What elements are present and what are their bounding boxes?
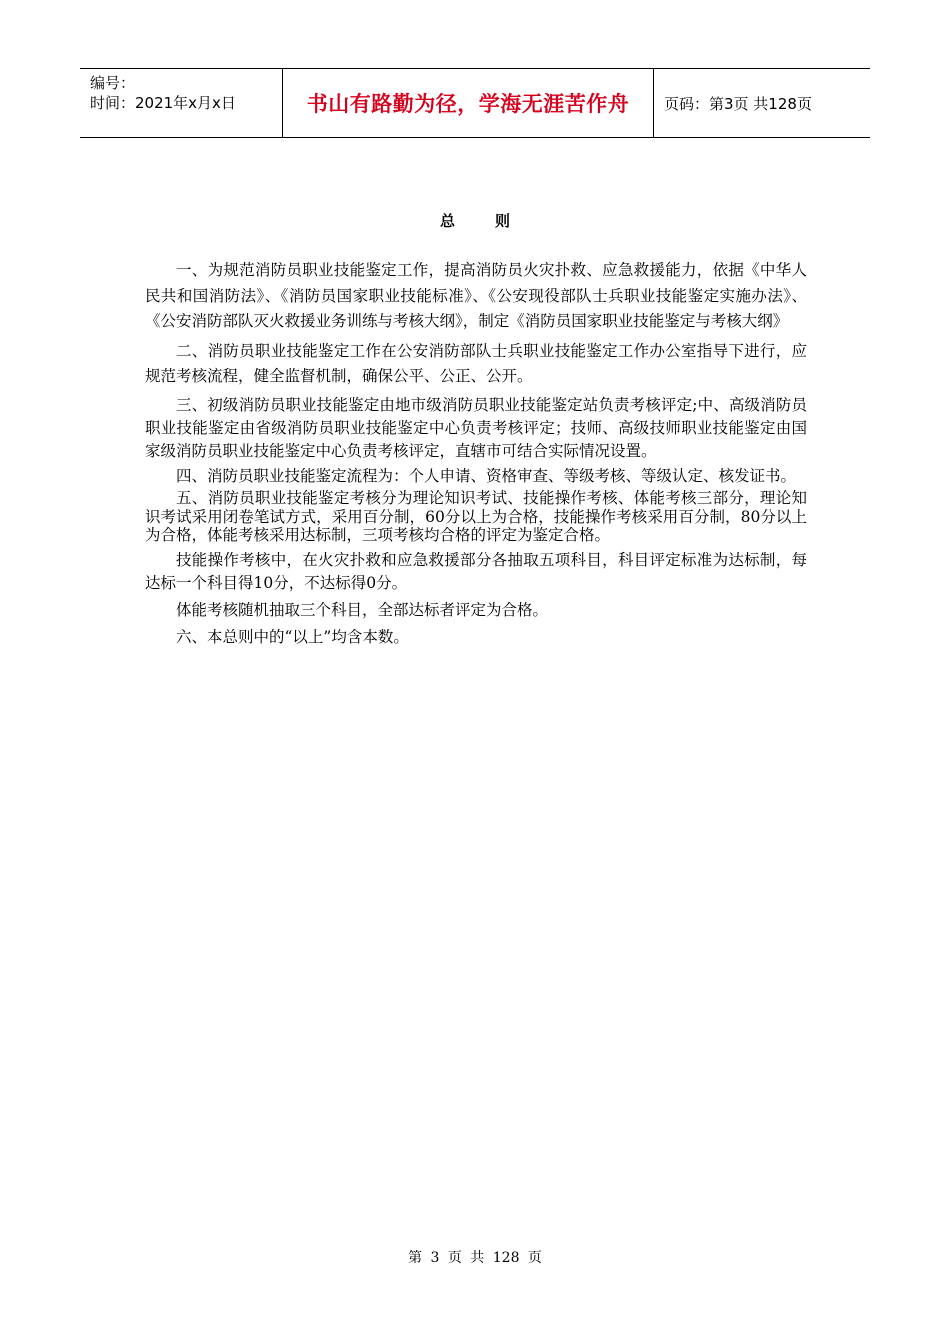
paragraph-3: 三、初级消防员职业技能鉴定由地市级消防员职业技能鉴定站负责考核评定;中、高级消防员职业技能鉴定由省级消防员职业技能鉴定中心负责考核评定；技师、高级技师职业技能鉴定由国家级消防员职业技能鉴定中心负责考核评定，直辖市可结合实际情况设置。 (145, 395, 807, 460)
paragraph-8: 六、本总则中的“以上”均含本数。 (176, 627, 409, 646)
page-header (80, 68, 870, 138)
header-motto: 书山有路勤为径，学海无涯苦作舟 (282, 69, 654, 137)
document-number-label: 编号： (90, 74, 136, 92)
header-page-info: 页码：第3页 共128页 (664, 94, 812, 113)
paragraph-6: 技能操作考核中，在火灾扑救和应急救援部分各抽取五项科目，科目评定标准为达标制，每达标一个科目得10分，不达标得0分。 (145, 550, 807, 592)
paragraph-1: 一、为规范消防员职业技能鉴定工作，提高消防员火灾扑救、应急救援能力，依据《中华人民共和国消防法》、《消防员国家职业技能标准》、《公安现役部队士兵职业技能鉴定实施办法》、《公安消防部队灭火救援业务训练与考核大纲》，制定《消防员国家职业技能鉴定与考核大纲》 (145, 261, 807, 330)
paragraph-2: 二、消防员职业技能鉴定工作在公安消防部队士兵职业技能鉴定工作办公室指导下进行，应规范考核流程，健全监督机制，确保公平、公正、公开。 (145, 341, 807, 385)
paragraph-4: 四、消防员职业技能鉴定流程为：个人申请、资格审查、等级考核、等级认定、核发证书。 (176, 466, 797, 485)
paragraph-5: 五、消防员职业技能鉴定考核分为理论知识考试、技能操作考核、体能考核三部分，理论知识考试采用闭卷笔试方式，采用百分制，60分以上为合格，技能操作考核采用百分制，80分以上为合格，体能考核采用达标制，三项考核均合格的评定为鉴定合格。 (145, 489, 807, 544)
header-meta (80, 69, 282, 137)
document-time: 时间：2021年x月x日 (90, 94, 236, 112)
page-footer: 第 3 页 共 128 页 (408, 1250, 542, 1266)
paragraph-7: 体能考核随机抽取三个科目，全部达标者评定为合格。 (176, 600, 549, 619)
page-title: 总则 (439, 212, 550, 230)
document-body (145, 258, 807, 649)
